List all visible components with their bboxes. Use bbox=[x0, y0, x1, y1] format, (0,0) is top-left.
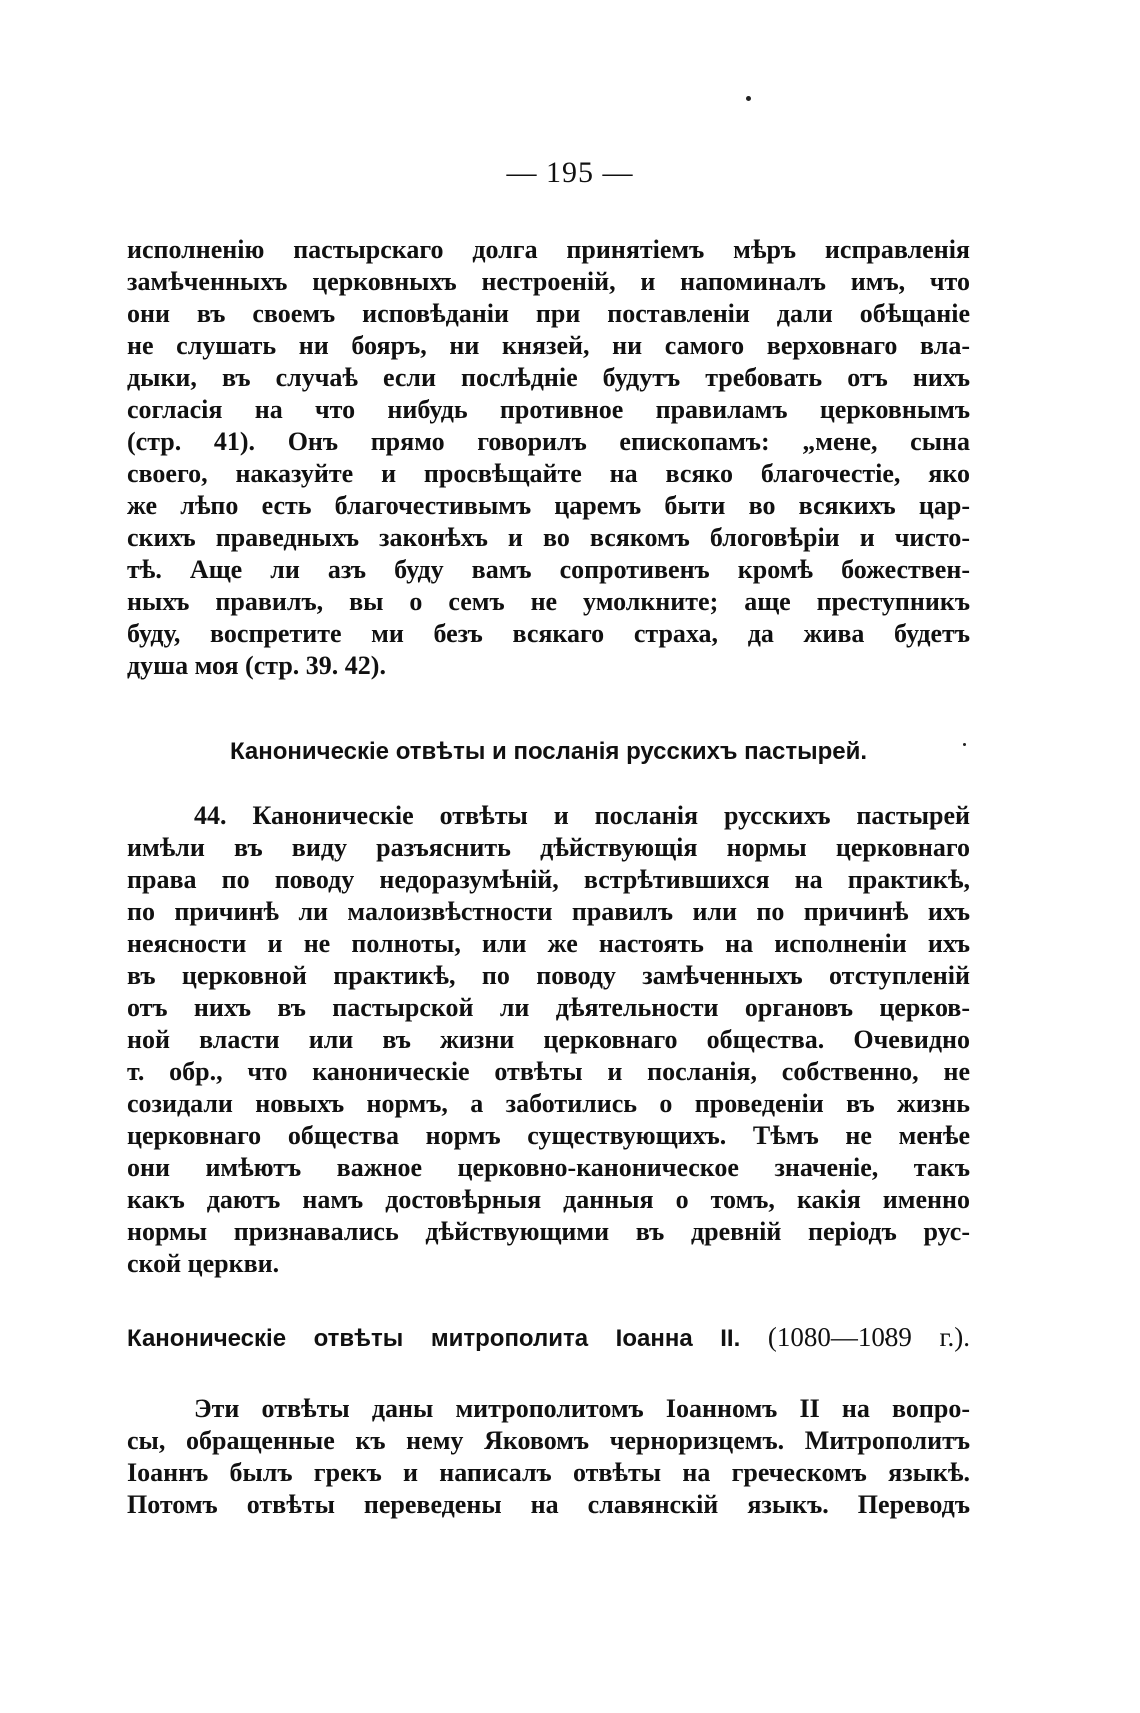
text-line: исполненію пастырскаго долга принятіемъ мѣръ исправленія bbox=[127, 235, 970, 264]
section-heading-year: (1080—1089 г.). bbox=[767, 1322, 971, 1352]
text-line: Іоаннъ былъ грекъ и написалъ отвѣты на греческомъ языкѣ. bbox=[127, 1458, 970, 1487]
text-line: имѣли въ виду разъяснить дѣйствующія нормы церковнаго bbox=[127, 833, 970, 862]
text-line: неясности и не полноты, или же настоять на исполненіи ихъ bbox=[127, 929, 970, 958]
text-line: какъ даютъ намъ достовѣрныя данныя о томъ, какія именно bbox=[127, 1185, 970, 1214]
text-line: по причинѣ ли малоизвѣстности правилъ или по причинѣ ихъ bbox=[127, 897, 970, 926]
section-heading-2 bbox=[127, 1321, 970, 1355]
text-line: (стр. 41). Онъ прямо говорилъ епископамъ: „мене, сына bbox=[127, 427, 970, 456]
text-line: же лѣпо есть благочестивымъ царемъ быти во всякихъ цар- bbox=[127, 491, 970, 520]
text-line: скихъ праведныхъ законѣхъ и во всякомъ блоговѣріи и чисто- bbox=[127, 523, 970, 552]
text-line: Эти отвѣты даны митрополитомъ Іоанномъ II на вопро- bbox=[194, 1394, 970, 1423]
text-line: буду, воспретите ми безъ всякаго страха, да жива будетъ bbox=[127, 619, 970, 648]
text-line: согласія на что нибудь противное правиламъ церковнымъ bbox=[127, 395, 970, 424]
page-number: — 195 — bbox=[506, 156, 634, 189]
section-heading-title: Каноническіе отвѣты митрополита Іоанна II. bbox=[127, 1325, 741, 1352]
paragraph-1 bbox=[127, 234, 970, 682]
text-line: ской церкви. bbox=[127, 1249, 280, 1278]
section-heading: Каноническіе отвѣты и посланія русскихъ пастырей. bbox=[229, 738, 868, 765]
text-line: права по поводу недоразумѣній, встрѣтившихся на практикѣ, bbox=[127, 865, 970, 894]
paragraph-2 bbox=[127, 800, 970, 1280]
text-line: сы, обращенные къ нему Яковомъ черноризцемъ. Митрополитъ bbox=[127, 1426, 970, 1455]
text-line: они имѣютъ важное церковно-каноническое значеніе, такъ bbox=[127, 1153, 970, 1182]
text-line: замѣченныхъ церковныхъ нестроеній, и напоминалъ имъ, что bbox=[127, 267, 970, 296]
text-line: душа моя (стр. 39. 42). bbox=[127, 651, 386, 680]
text-line: созидали новыхъ нормъ, а заботились о проведеніи въ жизнь bbox=[127, 1089, 970, 1118]
text-line: отъ нихъ въ пастырской ли дѣятельности органовъ церков- bbox=[127, 993, 970, 1022]
text-line: дыки, въ случаѣ если послѣдніе будутъ требовать отъ нихъ bbox=[127, 363, 970, 392]
text-line: т. обр., что каноническіе отвѣты и посланія, собственно, не bbox=[127, 1057, 970, 1086]
ink-speck bbox=[746, 96, 751, 101]
text-line: Потомъ отвѣты переведены на славянскій языкъ. Переводъ bbox=[127, 1490, 970, 1519]
text-line: нормы признавались дѣйствующими въ древній періодъ рус- bbox=[127, 1217, 970, 1246]
text-line: не слушать ни бояръ, ни князей, ни самого верховнаго вла- bbox=[127, 331, 970, 360]
text-line: церковнаго общества нормъ существующихъ. Тѣмъ не менѣе bbox=[127, 1121, 970, 1150]
text-line: тѣ. Аще ли азъ буду вамъ сопротивенъ кромѣ божествен- bbox=[127, 555, 970, 584]
text-line: въ церковной практикѣ, по поводу замѣченныхъ отступленій bbox=[127, 961, 970, 990]
text-line: ной власти или въ жизни церковнаго общества. Очевидно bbox=[127, 1025, 970, 1054]
paragraph-3 bbox=[127, 1393, 970, 1521]
text-line: 44. Каноническіе отвѣты и посланія русскихъ пастырей bbox=[194, 801, 970, 830]
text-line: ныхъ правилъ, вы о семъ не умолкните; аще преступникъ bbox=[127, 587, 970, 616]
text-line: своего, наказуйте и просвѣщайте на всяко благочестіе, яко bbox=[127, 459, 970, 488]
text-line: они въ своемъ исповѣданіи при поставленіи дали обѣщаніе bbox=[127, 299, 970, 328]
